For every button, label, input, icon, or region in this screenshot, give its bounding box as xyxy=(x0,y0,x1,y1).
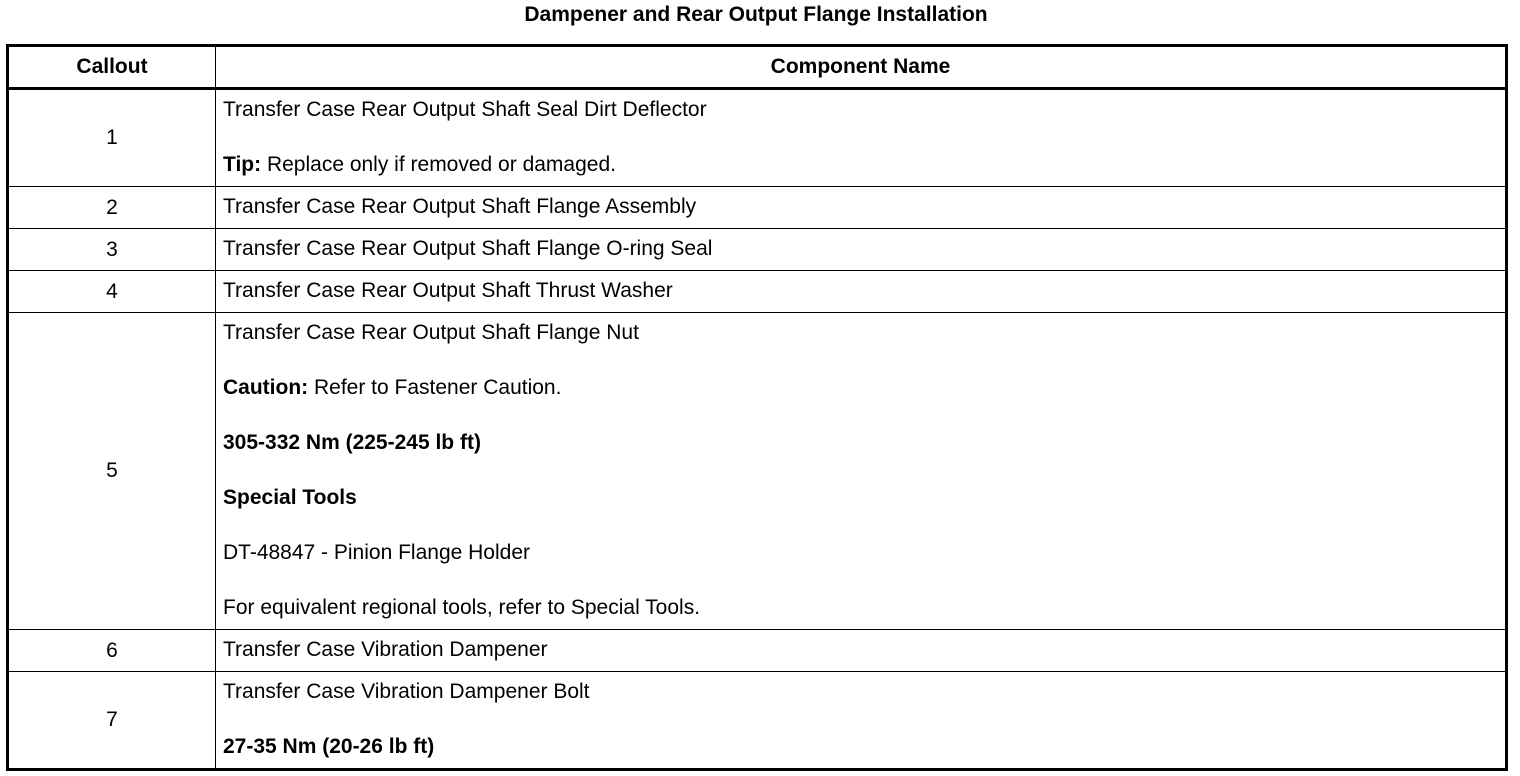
callout-number: 2 xyxy=(8,187,216,229)
callout-column-header: Callout xyxy=(8,46,216,89)
callout-number: 5 xyxy=(8,313,216,630)
tip-label: Tip: xyxy=(223,153,262,176)
component-cell xyxy=(216,313,1507,630)
component-cell xyxy=(216,187,1507,229)
table-row xyxy=(8,313,1507,630)
component-cell xyxy=(216,630,1507,672)
component-cell xyxy=(216,672,1507,770)
special-tools-heading: Special Tools xyxy=(223,486,357,509)
callout-number: 1 xyxy=(8,89,216,187)
component-name: Transfer Case Vibration Dampener xyxy=(223,638,548,661)
components-table xyxy=(6,44,1508,771)
callout-number: 7 xyxy=(8,672,216,770)
special-tool: DT-48847 - Pinion Flange Holder xyxy=(223,541,531,564)
table-row xyxy=(8,187,1507,229)
component-name: Transfer Case Rear Output Shaft Thrust Washer xyxy=(223,279,673,302)
component-name-column-header: Component Name xyxy=(216,46,1507,89)
torque-spec: 27-35 Nm (20-26 lb ft) xyxy=(223,735,435,758)
table-row xyxy=(8,89,1507,187)
caution-text: Refer to Fastener Caution. xyxy=(308,376,562,399)
caution-label: Caution: xyxy=(223,376,309,399)
callout-number: 4 xyxy=(8,271,216,313)
table-row xyxy=(8,229,1507,271)
component-name: Transfer Case Rear Output Shaft Flange O-ring Seal xyxy=(223,237,713,260)
component-cell xyxy=(216,271,1507,313)
component-name: Transfer Case Rear Output Shaft Flange Nut xyxy=(223,321,639,344)
page-title: Dampener and Rear Output Flange Installation xyxy=(524,3,988,26)
special-tools-note: For equivalent regional tools, refer to Special Tools. xyxy=(223,596,701,619)
tip-text: Replace only if removed or damaged. xyxy=(261,153,616,176)
component-name: Transfer Case Rear Output Shaft Flange Assembly xyxy=(223,195,697,218)
callout-number: 6 xyxy=(8,630,216,672)
torque-spec: 305-332 Nm (225-245 lb ft) xyxy=(223,431,481,454)
component-cell xyxy=(216,89,1507,187)
tip-note xyxy=(223,153,1498,177)
caution-note xyxy=(223,376,1498,400)
component-cell xyxy=(216,229,1507,271)
table-row xyxy=(8,630,1507,672)
table-row xyxy=(8,271,1507,313)
table-header-row xyxy=(8,46,1507,89)
table-row xyxy=(8,672,1507,770)
component-name: Transfer Case Vibration Dampener Bolt xyxy=(223,680,590,703)
component-name: Transfer Case Rear Output Shaft Seal Dirt Deflector xyxy=(223,98,707,121)
callout-number: 3 xyxy=(8,229,216,271)
